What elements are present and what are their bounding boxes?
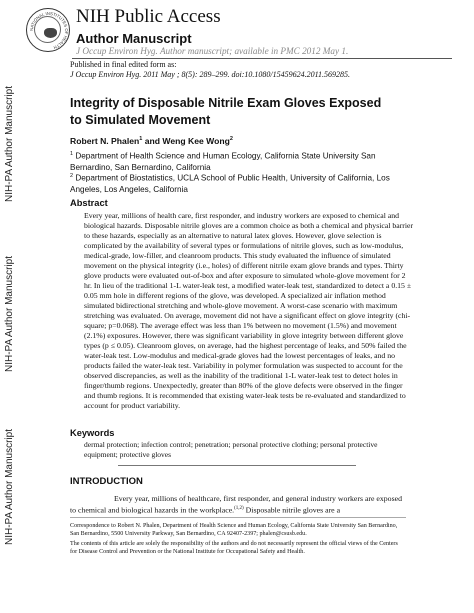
introduction-text-start: Every year, millions of healthcare, first responder, and general industry workers are exposed to chemical and biological hazards in the workplace. <box>70 494 402 515</box>
author-manuscript-label: Author Manuscript <box>76 31 192 46</box>
author-1-affil-mark: 1 <box>139 136 143 143</box>
published-final-line1: Published in final edited form as: <box>70 60 177 69</box>
disclaimer-footnote: The contents of this article are solely the responsibility of the authors and do not necessarily represent the official views of the Centers for Disease Control and Prevention or the National Institute for Occupational Safety and Health. <box>70 541 398 555</box>
eagle-icon <box>44 28 57 38</box>
article-title: Integrity of Disposable Nitrile Exam Gloves Exposed to Simulated Movement <box>70 96 382 127</box>
citation-reference-link[interactable]: (1,2) <box>234 506 244 511</box>
header-divider <box>72 58 452 59</box>
sidebar-label-top: NIH-PA Author Manuscript <box>4 86 15 202</box>
affiliation-2-text: Department of Biostatistics, UCLA School of Public Health, University of California, Los Angeles, Los Angeles, California <box>70 173 390 194</box>
affiliation-1-mark: 1 <box>70 151 74 157</box>
published-final-note <box>70 60 350 80</box>
nih-public-access-title: NIH Public Access <box>76 6 221 27</box>
keywords-divider <box>118 465 356 466</box>
author-2-affil-mark: 2 <box>229 136 233 143</box>
abstract-text: Every year, millions of health care, first responder, and industry workers are exposed to chemical and biological hazards. Disposable nitrile gloves are a common choice as both a chemical and physical barrier to these hazards, especially as an alternative to natural latex gloves. However, glove selection is complicated by the availability of several types or formulations of nitrile gloves, such as low-modulus, medical-grade, low-filler, and cleanroom products. This study evaluated the influence of simulated movement on the physical integrity (i.e., holes) of different nitrile exam glove brands and types. Thirty glove products were evaluated out-of-box and after exposure to simulated whole-glove movement for 2 hr. In lieu of the traditional 1-L water-leak test, a modified water-leak test, standardized to detect a 0.15 ± 0.05 mm hole in different regions of the glove, was developed. A specialized air inflation method simulated bidirectional stretching and whole-glove movement. A worst-case scenario with maximum stretching was evaluated. On average, movement did not have a significant effect on glove integrity (chi-square; p=0.068). The average effect was less than 1% between no movement (1.5%) and movement (2.1%) exposures. However, there was significant variability in glove integrity between different glove types (p ≤ 0.05). Cleanroom gloves, on average, had the highest percentage of leaks, and 50% failed the water-leak test. Low-modulus and medical-grade gloves had the lowest percentages of leaks, and no products failed the water-leak test. Variability in polymer formulation was suspected to account for the observed discrepancies, as well as the inability of the traditional 1-L water-leak test to detect holes in finger/thumb regions. Unexpectedly, greater than 80% of the glove defects were observed in the finger and thumb regions. It is recommended that existing water-leak tests be re-evaluated and standardized to account for product variability. <box>84 211 414 411</box>
keywords-heading: Keywords <box>70 428 115 438</box>
affiliation-1 <box>70 149 415 173</box>
introduction-heading: INTRODUCTION <box>70 476 143 487</box>
nih-seal-logo <box>26 8 70 52</box>
pmc-citation: J Occup Environ Hyg. Author manuscript; available in PMC 2012 May 1. <box>76 46 349 56</box>
affiliation-2-mark: 2 <box>70 173 74 179</box>
footnote-divider <box>70 517 406 518</box>
correspondence-footnote: Correspondence to Robert N. Phalen, Department of Health Science and Human Ecology, California State University San Bernardino, San Bernardino, 5500 University Parkway, San Bernardino, CA 92407-2397; phalen@csusb.edu. <box>70 523 398 537</box>
introduction-text-end: Disposable nitrile gloves are a <box>243 505 341 515</box>
published-final-citation: J Occup Environ Hyg. 2011 May ; 8(5): 289–299. doi:10.1080/15459624.2011.569285. <box>70 70 351 79</box>
seal-inner-circle <box>34 16 61 43</box>
sidebar-label-bottom: NIH-PA Author Manuscript <box>4 429 15 545</box>
sidebar-label-middle: NIH-PA Author Manuscript <box>4 256 15 372</box>
affiliation-1-text: Department of Health Science and Human Ecology, California State University San Bernardino, San Bernardino, California <box>70 151 376 172</box>
author-line <box>70 136 233 146</box>
author-2: Weng Kee Wong <box>162 136 230 146</box>
abstract-heading: Abstract <box>70 198 108 208</box>
svg-text:NATIONAL INSTITUTES OF HEALTH: NATIONAL INSTITUTES OF HEALTH <box>28 10 70 51</box>
author-1: Robert N. Phalen <box>70 136 140 146</box>
introduction-text <box>70 494 406 516</box>
author-and: and <box>142 136 163 146</box>
affiliation-2 <box>70 171 415 195</box>
keywords-text: dermal protection; infection control; penetration; personal protective clothing; personal protective equipment; protective gloves <box>84 440 378 459</box>
